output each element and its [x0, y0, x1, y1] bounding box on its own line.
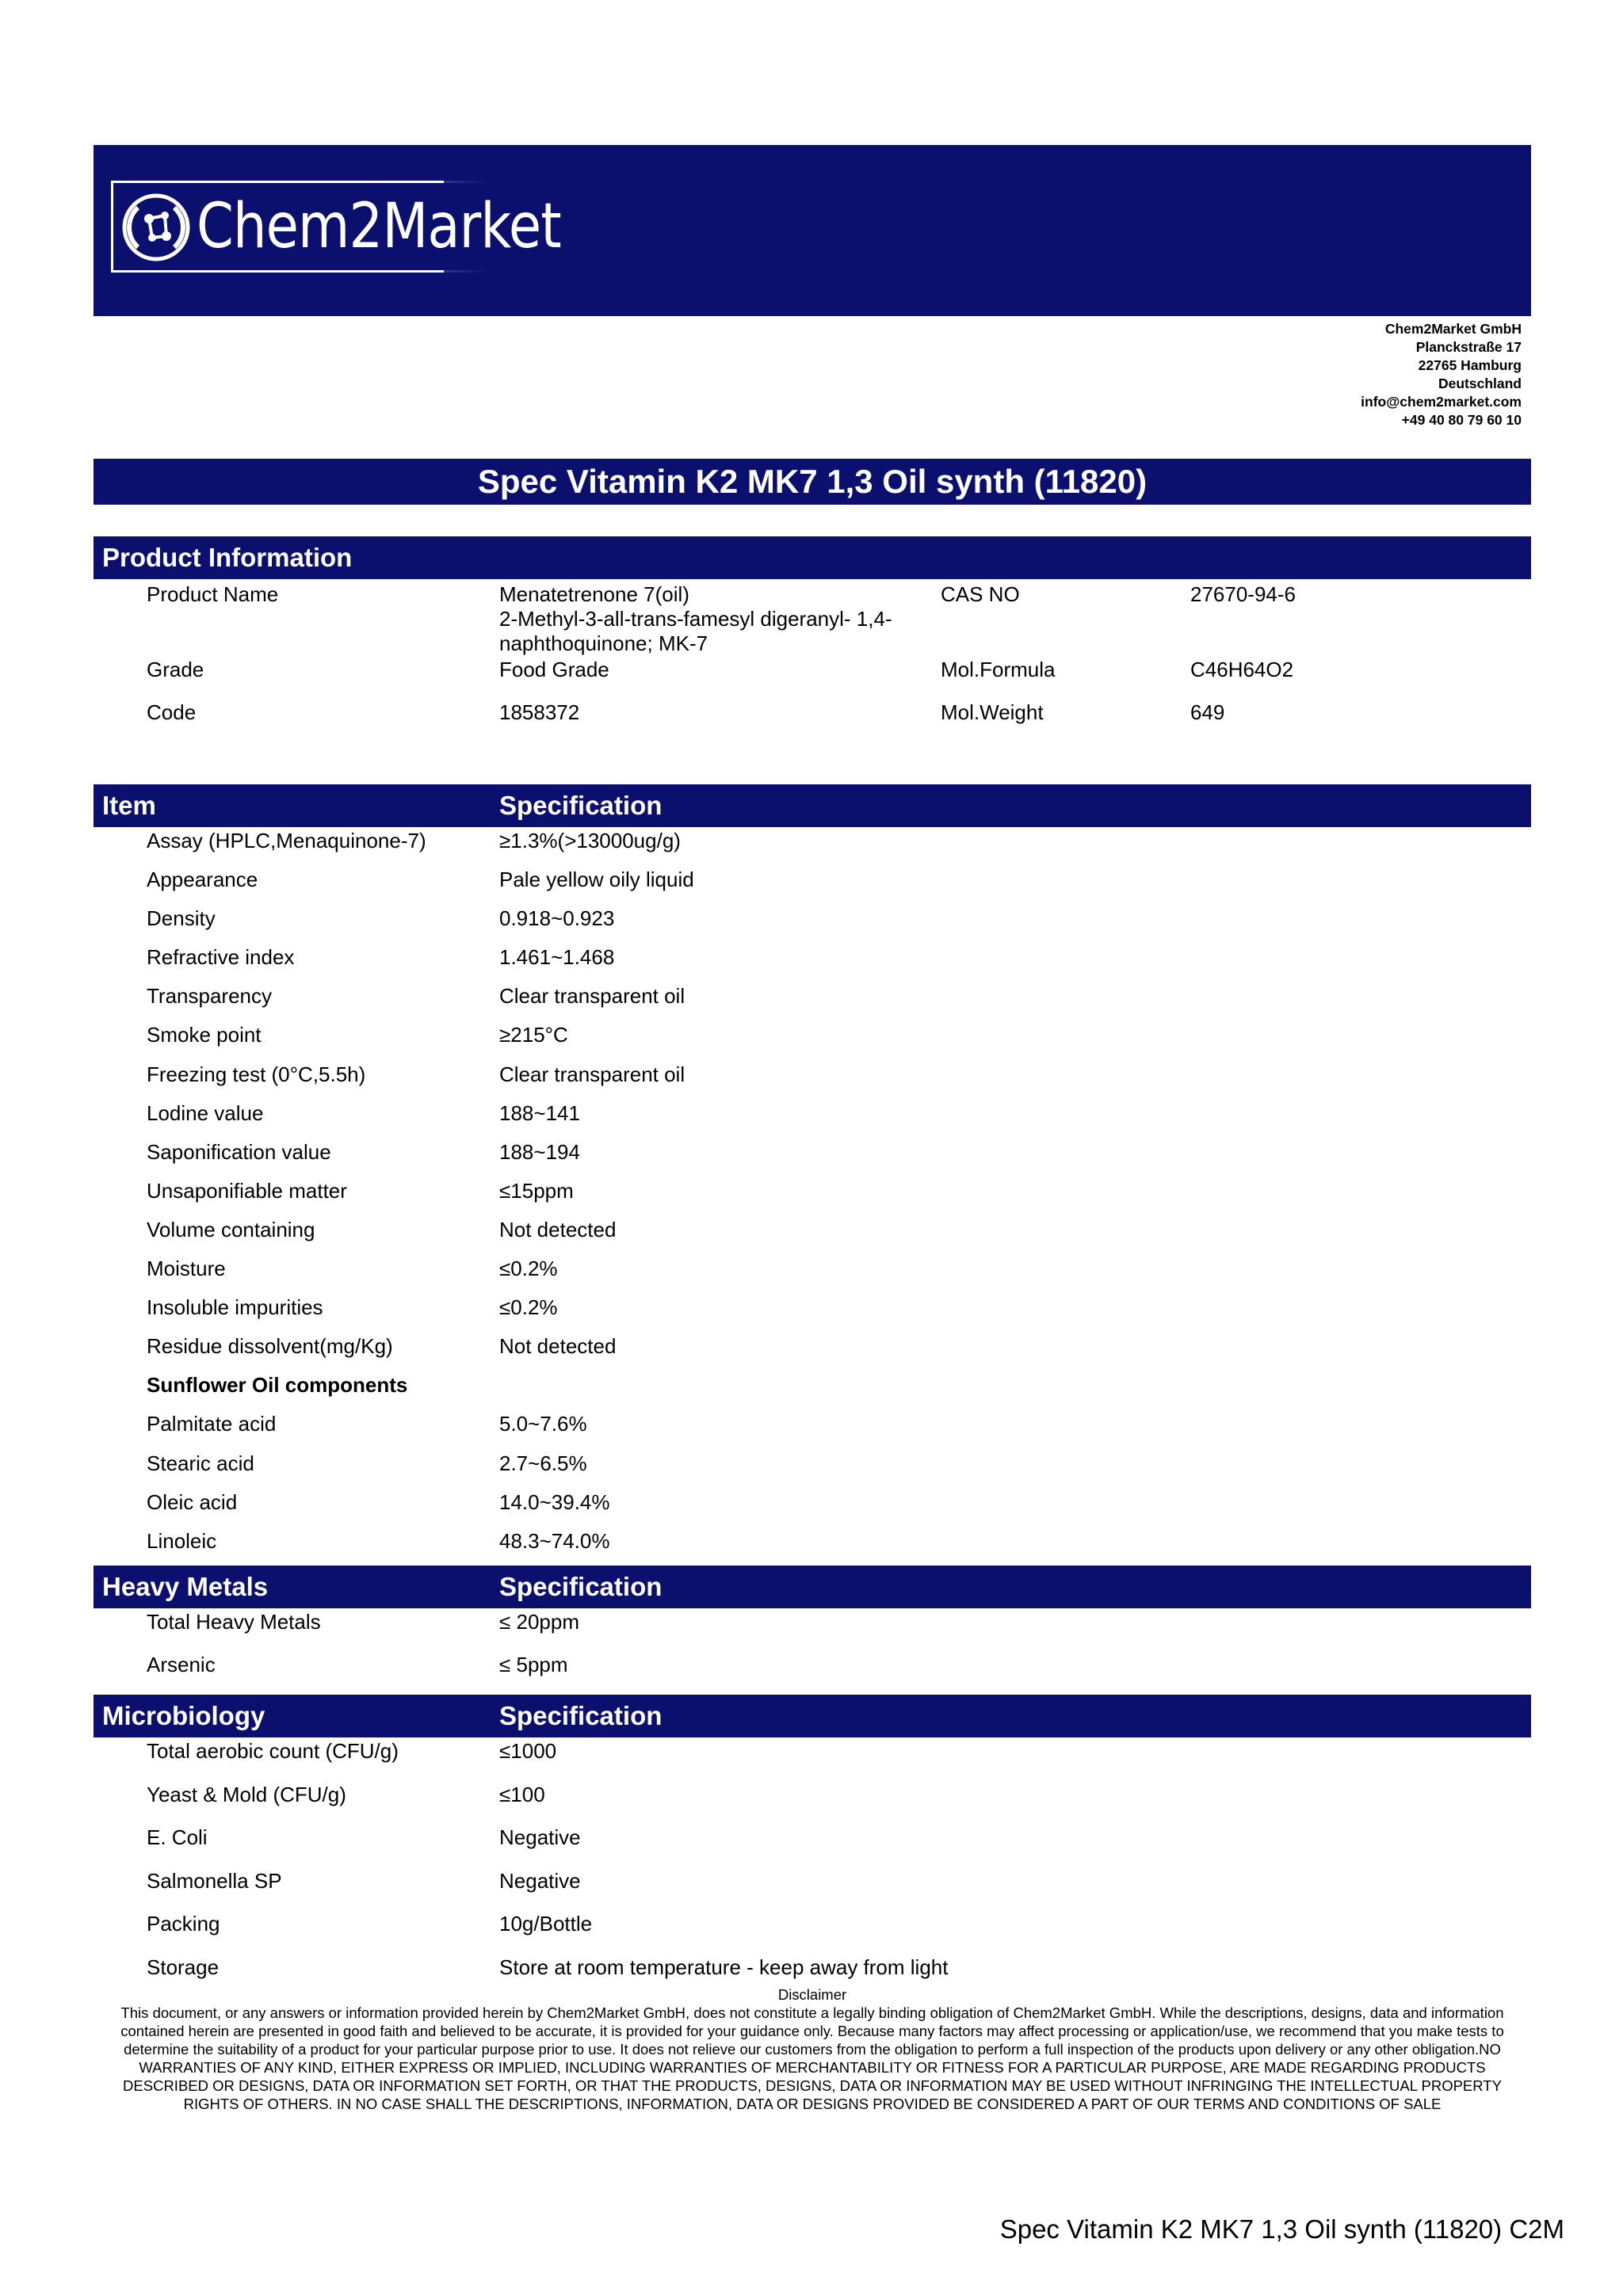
spec-value: Not detected [499, 1334, 617, 1359]
spec-row [94, 906, 1531, 945]
spec-row [94, 1257, 1531, 1295]
spec-item-label: Total aerobic count (CFU/g) [147, 1739, 399, 1763]
spec-value: 0.918~0.923 [499, 906, 615, 931]
page-footer: Spec Vitamin K2 MK7 1,3 Oil synth (11820) C2M [999, 2214, 1564, 2244]
formula-label: Mol.Formula [941, 658, 1056, 681]
weight-label: Mol.Weight [941, 700, 1044, 724]
spec-value: 188~194 [499, 1139, 580, 1164]
weight-value: 649 [1190, 700, 1225, 724]
molecule-logo-icon [120, 192, 192, 263]
spec-value: Not detected [499, 1217, 617, 1241]
spec-item-label: Insoluble impurities [147, 1295, 323, 1320]
microbiology-row [94, 1825, 1531, 1869]
microbiology-list [94, 1739, 1531, 1998]
product-info-header [94, 536, 1531, 579]
product-info-heading: Product Information [102, 543, 353, 572]
product-name-value [499, 582, 943, 656]
heavy-metals-col-item: Heavy Metals [102, 1572, 269, 1601]
spec-value: ≤1000 [499, 1739, 557, 1763]
spec-value: Negative [499, 1868, 581, 1893]
spec-item-label: Freezing test (0°C,5.5h) [147, 1062, 366, 1086]
spec-row [94, 1334, 1531, 1373]
spec-value: ≤0.2% [499, 1257, 558, 1281]
grade-value: Food Grade [499, 658, 609, 681]
spec-value: ≤100 [499, 1782, 545, 1806]
product-name-line-1: Menatetrenone 7(oil) [499, 582, 689, 606]
microbiology-col-item: Microbiology [102, 1701, 265, 1730]
spec-row [94, 1295, 1531, 1334]
code-value: 1858372 [499, 700, 580, 724]
spec-row [94, 984, 1531, 1023]
spec-row [94, 1179, 1531, 1218]
company-phone: +49 40 80 79 60 10 [1401, 412, 1522, 428]
company-address [1361, 320, 1522, 429]
spec-row [94, 1140, 1531, 1179]
spec-row [94, 1529, 1531, 1568]
spec-value: 10g/Bottle [499, 1912, 593, 1936]
heavy-metal-row [94, 1653, 1531, 1695]
spec-item-label: Arsenic [147, 1653, 216, 1676]
microbiology-row [94, 1783, 1531, 1826]
microbiology-row [94, 1912, 1531, 1955]
cas-label: CAS NO [941, 582, 1020, 606]
spec-item-label: Yeast & Mold (CFU/g) [147, 1782, 346, 1806]
spec-row [94, 1451, 1531, 1490]
logo-frame-fade-top [190, 181, 491, 183]
spec-value: Pale yellow oily liquid [499, 868, 694, 892]
spec-item-label: Volume containing [147, 1217, 315, 1241]
header-banner [94, 145, 1531, 316]
spec-value: ≤0.2% [499, 1295, 558, 1320]
spec-row [94, 1023, 1531, 1062]
product-name-label: Product Name [147, 582, 279, 606]
spec-item-label: Sunflower Oil components [147, 1373, 408, 1398]
spec-item-label: Saponification value [147, 1139, 331, 1164]
spec-value: ≤15ppm [499, 1178, 574, 1203]
spec-item-label: Residue dissolvent(mg/Kg) [147, 1334, 393, 1359]
heavy-metal-row [94, 1610, 1531, 1653]
items-col-item: Item [102, 791, 156, 820]
spec-value: ≥215°C [499, 1023, 568, 1047]
disclaimer [94, 1985, 1531, 2113]
spec-item-label: Lodine value [147, 1100, 264, 1125]
spec-item-label: Palmitate acid [147, 1412, 277, 1436]
spec-value: 48.3~74.0% [499, 1528, 610, 1553]
spec-row [94, 1490, 1531, 1529]
spec-value: 5.0~7.6% [499, 1412, 587, 1436]
spec-value: Negative [499, 1825, 581, 1849]
spec-row [94, 829, 1531, 868]
spec-item-label: Transparency [147, 984, 272, 1009]
spec-value: 1.461~1.468 [499, 945, 615, 970]
spec-item-label: Packing [147, 1912, 220, 1936]
disclaimer-body: This document, or any answers or information provided herein by Chem2Market GmbH, does not constitute a legally binding obligation of Chem2Market GmbH. While the descriptions, designs, data and information contained herein are presented in good faith and believed to be accurate, it is provided for your guidance only. Because many factors may affect processing or application/use, we recommend that you make tests to determine the suitability of a product for your particular purpose prior to use. It does not relieve our customers from the obligation to perform a full inspection of the products upon delivery or any other obligation.NO WARRANTIES OF ANY KIND, EITHER EXPRESS OR IMPLIED, INCLUDING WARRANTIES OF MERCHANTABILITY OR FITNESS FOR A PARTICULAR PURPOSE, ARE MADE REGARDING PRODUCTS DESCRIBED OR DESIGNS, DATA OR INFORMATION SET FORTH, OR THAT THE PRODUCTS, DESIGNS, DATA OR INFORMATION MAY BE USED WITHOUT INFRINGING THE INTELLECTUAL PROPERTY RIGHTS OF OTHERS. IN NO CASE SHALL THE DESCRIPTIONS, INFORMATION, DATA OR DESIGNS PROVIDED BE CONSIDERED A PART OF OUR TERMS AND CONDITIONS OF SALE [120, 2004, 1504, 2112]
spec-value: ≥1.3%(>13000ug/g) [499, 829, 681, 852]
code-label: Code [147, 700, 197, 724]
grade-label: Grade [147, 658, 204, 681]
company-name: Chem2Market GmbH [1384, 321, 1522, 337]
spec-item-label: Moisture [147, 1257, 226, 1281]
cas-value: 27670-94-6 [1190, 582, 1296, 606]
spec-value: Store at room temperature - keep away from light [499, 1955, 949, 1979]
heavy-metals-list [94, 1610, 1531, 1695]
spec-item-label: Smoke point [147, 1023, 262, 1047]
spec-value: Clear transparent oil [499, 1062, 685, 1086]
microbiology-row [94, 1869, 1531, 1913]
product-name-line-2: 2-Methyl-3-all-trans-famesyl digeranyl- 1,4-naphthoquinone; MK-7 [499, 607, 892, 655]
spec-row [94, 1218, 1531, 1257]
heavy-metals-header [94, 1566, 1531, 1608]
formula-value: C46H64O2 [1190, 658, 1294, 681]
company-street: Planckstraße 17 [1415, 339, 1522, 355]
logo-frame-fade-bottom [190, 270, 491, 273]
spec-subheading-row [94, 1373, 1531, 1412]
spec-row [94, 868, 1531, 906]
spec-item-label: Salmonella SP [147, 1868, 282, 1893]
microbiology-col-spec: Specification [499, 1701, 663, 1730]
spec-value: 188~141 [499, 1100, 580, 1125]
spec-item-label: Density [147, 906, 216, 931]
spec-row [94, 1412, 1531, 1451]
spec-value: ≤ 5ppm [499, 1653, 568, 1676]
microbiology-header [94, 1695, 1531, 1737]
heavy-metals-col-spec: Specification [499, 1572, 663, 1601]
spec-item-label: Unsaponifiable matter [147, 1178, 347, 1203]
spec-row [94, 1062, 1531, 1101]
spec-item-label: Oleic acid [147, 1489, 238, 1514]
spec-item-label: Appearance [147, 868, 258, 892]
spec-value: 14.0~39.4% [499, 1489, 610, 1514]
spec-item-label: Linoleic [147, 1528, 217, 1553]
document-title: Spec Vitamin K2 MK7 1,3 Oil synth (11820) [94, 459, 1531, 505]
company-country: Deutschland [1438, 376, 1522, 391]
spec-item-label: E. Coli [147, 1825, 208, 1849]
logo-text: Chem2Market [197, 191, 561, 262]
spec-item-label: Assay (HPLC,Menaquinone-7) [147, 829, 426, 852]
spec-value: 2.7~6.5% [499, 1451, 587, 1475]
spec-row [94, 945, 1531, 984]
spec-item-label: Storage [147, 1955, 220, 1979]
company-email[interactable]: info@chem2market.com [1361, 394, 1522, 410]
items-spec-list [94, 829, 1531, 1568]
spec-value: ≤ 20ppm [499, 1610, 579, 1634]
items-section-header [94, 784, 1531, 827]
spec-item-label: Stearic acid [147, 1451, 254, 1475]
spec-value: Clear transparent oil [499, 984, 685, 1009]
microbiology-row [94, 1739, 1531, 1783]
disclaimer-heading: Disclaimer [777, 1986, 847, 2003]
spec-row [94, 1101, 1531, 1140]
spec-item-label: Total Heavy Metals [147, 1610, 321, 1634]
company-city: 22765 Hamburg [1418, 357, 1522, 373]
company-logo [111, 181, 561, 273]
items-col-spec: Specification [499, 791, 663, 820]
spec-item-label: Refractive index [147, 945, 295, 970]
